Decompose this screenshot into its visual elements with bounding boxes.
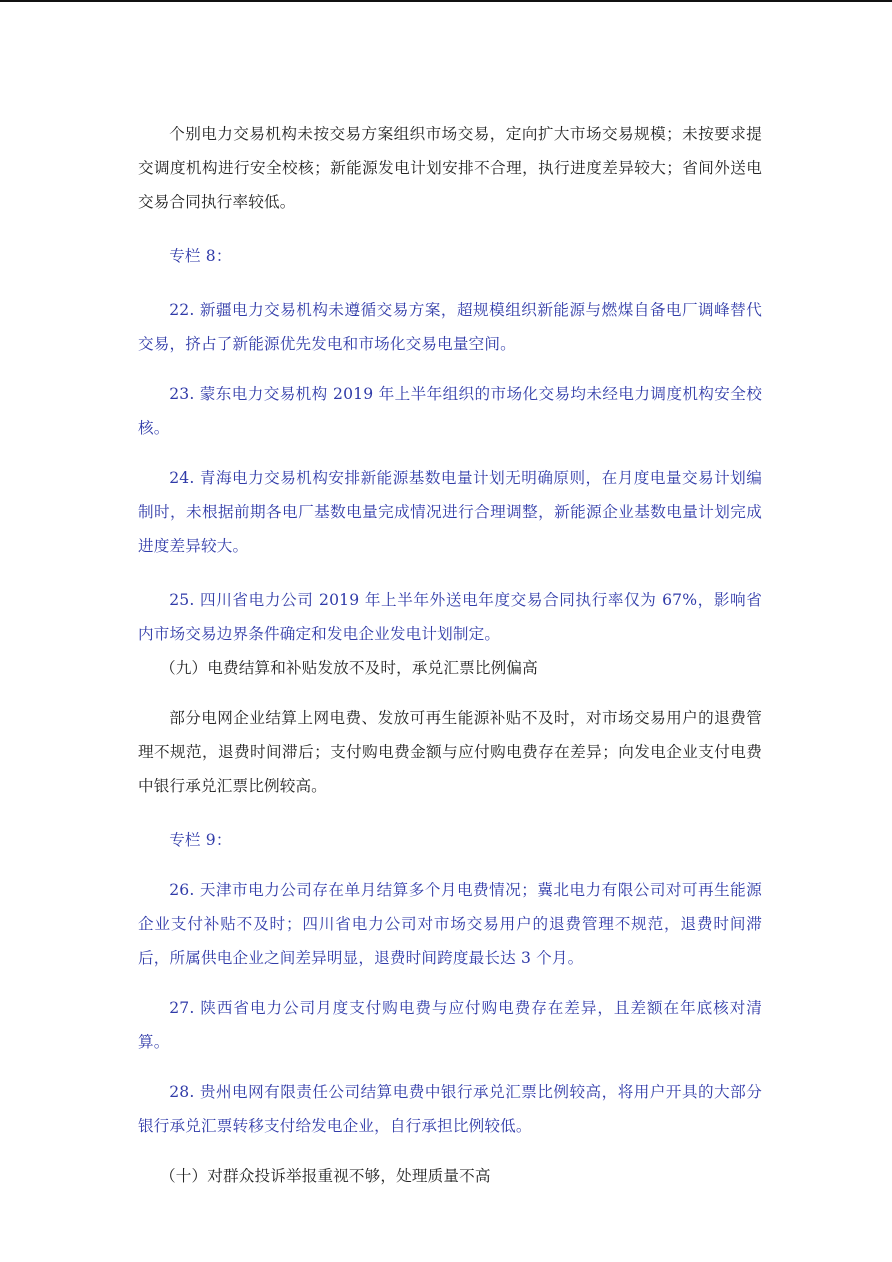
item-22: 22. 新疆电力交易机构未遵循交易方案，超规模组织新能源与燃煤自备电厂调峰替代交易，挤占了新能源优先发电和市场化交易电量空间。 bbox=[138, 301, 762, 353]
item-28: 28. 贵州电网有限责任公司结算电费中银行承兑汇票比例较高，将用户开具的大部分银行承兑汇票转移支付给发电企业，自行承担比例较低。 bbox=[138, 1083, 762, 1135]
paragraph-body-2: 部分电网企业结算上网电费、发放可再生能源补贴不及时，对市场交易用户的退费管理不规范，退费时间滞后；支付购电费金额与应付购电费存在差异；向发电企业支付电费中银行承兑汇票比例较高。 bbox=[138, 709, 762, 795]
item-27: 27. 陕西省电力公司月度支付购电费与应付购电费存在差异，且差额在年底核对清算。 bbox=[138, 999, 762, 1051]
section-heading-10: （十）对群众投诉举报重视不够，处理质量不高 bbox=[160, 1167, 491, 1185]
paragraph-body-1: 个别电力交易机构未按交易方案组织市场交易，定向扩大市场交易规模；未按要求提交调度机构进行安全校核；新能源发电计划安排不合理，执行进度差异较大；省间外送电交易合同执行率较低。 bbox=[138, 125, 762, 211]
item-24: 24. 青海电力交易机构安排新能源基数电量计划无明确原则，在月度电量交易计划编制时，未根据前期各电厂基数电量完成情况进行合理调整，新能源企业基数电量计划完成进度差异较大。 bbox=[138, 469, 762, 555]
item-25: 25. 四川省电力公司 2019 年上半年外送电年度交易合同执行率仅为 67%，影响省内市场交易边界条件确定和发电企业发电计划制定。 bbox=[138, 591, 762, 643]
column-8-label: 专栏 8： bbox=[169, 247, 232, 265]
document-page bbox=[138, 117, 762, 1193]
top-border-rule bbox=[0, 0, 892, 2]
column-9-label: 专栏 9： bbox=[169, 831, 232, 849]
section-heading-9: （九）电费结算和补贴发放不及时，承兑汇票比例偏高 bbox=[160, 659, 538, 677]
item-26: 26. 天津市电力公司存在单月结算多个月电费情况；冀北电力有限公司对可再生能源企业支付补贴不及时；四川省电力公司对市场交易用户的退费管理不规范，退费时间滞后，所属供电企业之间差异明显，退费时间跨度最长达 3 个月。 bbox=[138, 881, 762, 967]
item-23: 23. 蒙东电力交易机构 2019 年上半年组织的市场化交易均未经电力调度机构安全校核。 bbox=[138, 385, 762, 437]
